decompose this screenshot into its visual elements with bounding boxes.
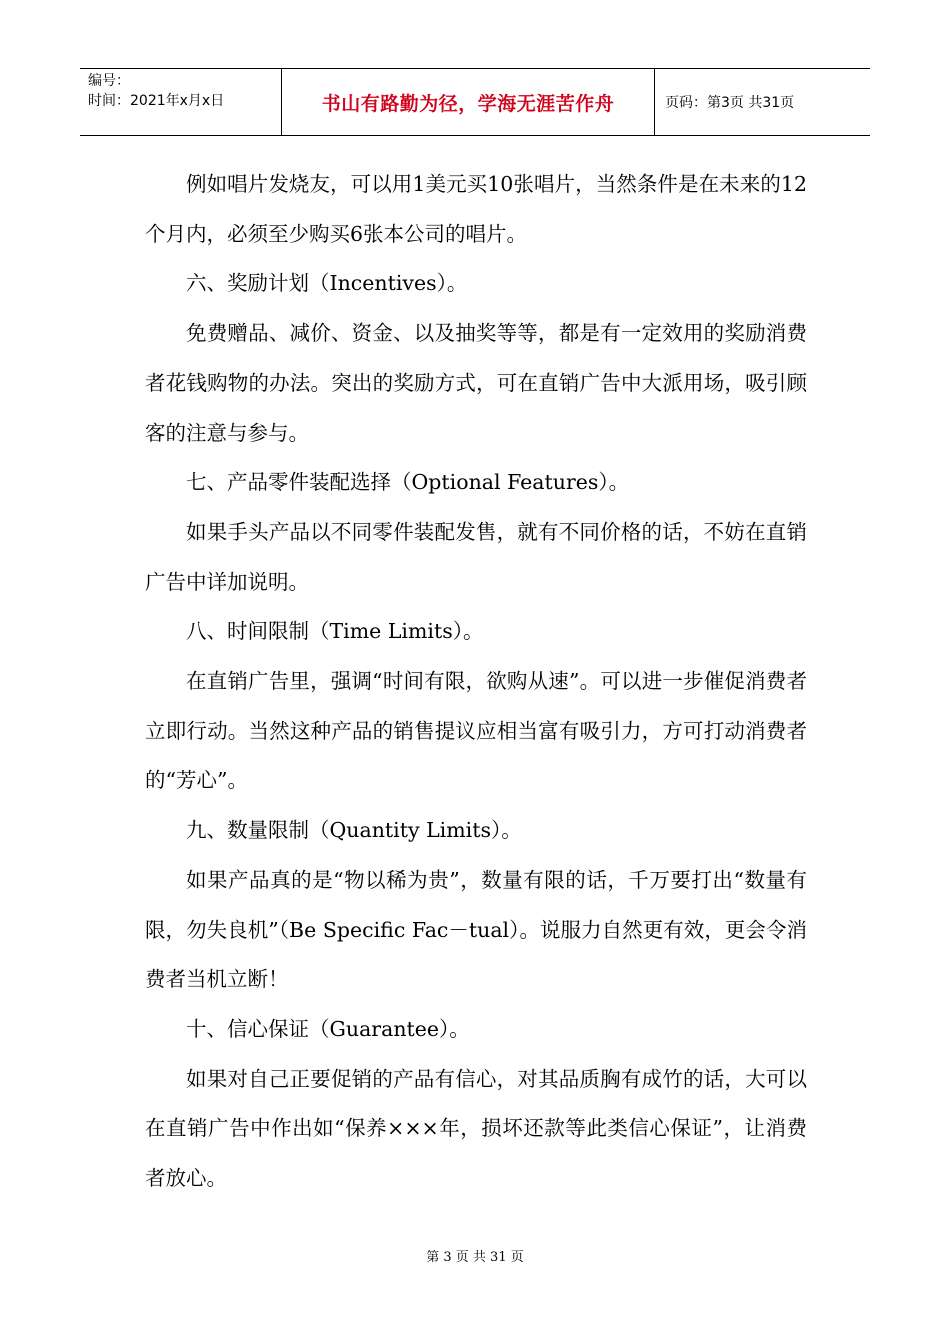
section-heading: 六、奖励计划（Incentives）。 [186,271,468,296]
paragraph: 如果手头产品以不同零件装配发售，就有不同价格的话，不妨在直销广告中详加说明。 [145,519,807,594]
section-heading: 十、信心保证（Guarantee）。 [186,1016,470,1041]
section-heading: 七、产品零件装配选择（Optional Features）。 [186,470,630,495]
page-footer: 第 3 页 共 31 页 [426,1250,524,1265]
header-page-info: 页码：第3页 共31页 [665,95,795,111]
paragraph: 如果产品真的是“物以稀为贵”，数量有限的话，千万要打出“数量有限，勿失良机”（Be Specific Fac－tual）。说服力自然更有效，更会令消费者当机立断！ [145,867,807,992]
header-meta [80,69,281,135]
header-motto: 书山有路勤为径，学海无涯苦作舟 [281,69,655,135]
document-header [80,68,870,136]
paragraph: 在直销广告里，强调“时间有限，欲购从速”。可以进一步催促消费者立即行动。当然这种产品的销售提议应相当富有吸引力，方可打动消费者的“芳心”。 [145,669,807,793]
paragraph: 例如唱片发烧友，可以用1美元买10张唱片，当然条件是在未来的12个月内，必须至少购买6张本公司的唱片。 [145,172,807,246]
paragraph: 如果对自己正要促销的产品有信心，对其品质胸有成竹的话，大可以在直销广告中作出如“保养×××年，损坏还款等此类信心保证”，让消费者放心。 [145,1066,807,1191]
document-body [145,160,807,1204]
paragraph: 免费赠品、减价、资金、以及抽奖等等，都是有一定效用的奖励消费者花钱购物的办法。突出的奖励方式，可在直销广告中大派用场，吸引顾客的注意与参与。 [145,321,807,445]
section-heading: 八、时间限制（Time Limits）。 [186,619,484,644]
section-heading: 九、数量限制（Quantity Limits）。 [186,818,522,843]
header-date: 时间：2021年x月x日 [88,93,225,109]
header-number-label: 编号： [88,73,130,89]
